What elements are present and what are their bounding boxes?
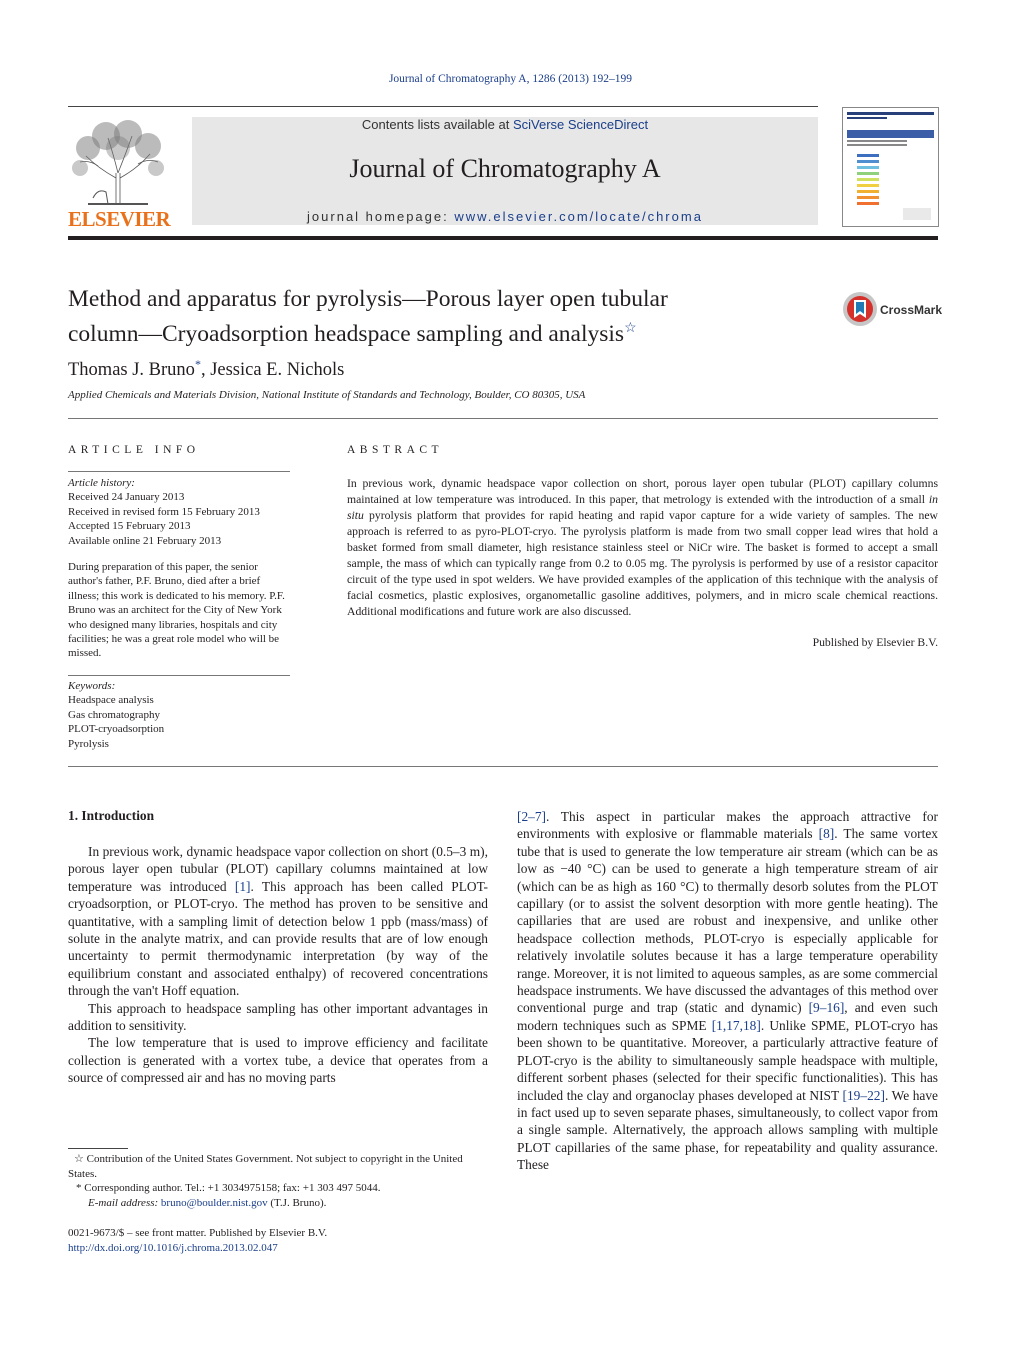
dedication-note: During preparation of this paper, the senior author's father, P.F. Bruno, died after a brief illness; this work is dedicated to his memory. P.F. Bruno was an architect for the City of New York who designed many libraries, hospitals and city facilities; he was a great role model who will be missed.: [68, 561, 285, 660]
doi-link[interactable]: http://dx.doi.org/10.1016/j.chroma.2013.02.047: [68, 1242, 278, 1254]
footnote-star: [68, 1152, 488, 1181]
abstract-heading: ABSTRACT: [347, 444, 444, 456]
online-date: Available online 21 February 2013: [68, 534, 222, 547]
abstract-rule: [68, 766, 938, 767]
keyword: Gas chromatography: [68, 708, 160, 721]
p1-text-b: . This approach has been called PLOT-cryoadsorption, or PLOT-cryo. The method has proven to be sensitive and quantitative, with a sampling limit of detection below 1 ppb (mass/mass) of solute in the analyte matrix, and can provide results that are of low enough uncertainty to permit thermodynamic interpretation (by way of the equilibrium constant and associated enthalpy) of recovered concentrations through the van't Hoff equation.: [68, 878, 488, 999]
footnote-corr-mark: *: [76, 1182, 82, 1195]
affiliation-rule: [68, 418, 938, 419]
body-column-2: [517, 808, 938, 1174]
article-title: [68, 285, 828, 349]
keywords-label: Keywords:: [68, 680, 116, 692]
c2-text-b: . The same vortex tube that is used to generate the low temperature air stream (which can be as low as −40 °C) can be used to generate a high temperature stream of air (which can be as high as 160 °C) to thermally desorb solutes from the PLOT capillary (or to assist the solvent desorption with more gentle heating). The capillaries that are used are robust and inexpensive, and unlike other headspace collection methods, PLOT-cryo is especially applicable for relatively involatile solutes because it has a large temperature operability range. Moreover, it is not limited to aqueous samples, as are some commercial headspace instruments. We have discussed the advantages of this method over conventional purge and trap (static and dynamic): [517, 826, 938, 1016]
article-info-rule: [68, 471, 290, 472]
corresponding-author-mark[interactable]: *: [194, 357, 201, 371]
email-suffix: (T.J. Bruno).: [267, 1196, 327, 1209]
article-info-heading: ARTICLE INFO: [68, 444, 200, 456]
keywords-rule: [68, 675, 290, 676]
homepage-prefix: journal homepage:: [307, 209, 455, 224]
accepted-date: Accepted 15 February 2013: [68, 520, 191, 533]
title-line-2: column—Cryoadsorption headspace sampling and analysis: [68, 320, 625, 347]
abstract-text: [347, 476, 938, 620]
intro-paragraph-2: This approach to headspace sampling has other important advantages in addition to sensitivity.: [68, 1000, 488, 1034]
footnotes: [68, 1152, 488, 1210]
header-thick-rule: [68, 236, 938, 240]
author-list: [68, 357, 344, 381]
sciencedirect-link[interactable]: SciVerse ScienceDirect: [512, 117, 649, 132]
journal-citation[interactable]: Journal of Chromatography A, 1286 (2013) 192–199: [388, 73, 633, 85]
crossmark-label[interactable]: CrossMark: [880, 303, 943, 317]
title-footnote-mark[interactable]: ☆: [624, 321, 637, 336]
intro-paragraph-1: [68, 843, 488, 1000]
email-link[interactable]: bruno@boulder.nist.gov: [160, 1196, 268, 1209]
p1-text-a: In previous work, dynamic headspace vapor collection on short (0.5–3 m), porous layer open tubular (PLOT) capillary columns maintained at low temperature was introduced: [68, 844, 488, 894]
affiliation: Applied Chemicals and Materials Division, National Institute of Standards and Technology, Boulder, CO 80305, USA: [68, 389, 586, 401]
keywords-block: [68, 679, 292, 751]
footnote-star-mark: ☆: [74, 1153, 84, 1165]
reference-link[interactable]: [9–16]: [808, 1000, 845, 1016]
contents-prefix: Contents lists available at: [361, 117, 513, 132]
footnote-email: [68, 1196, 488, 1211]
author-separator: ,: [200, 360, 211, 381]
abstract-in-situ: in situ: [347, 493, 938, 522]
c2-text-e: . We have in fact used up to seven separate phases, simultaneously, to collect vapor from a single sample. Alternatively, the approach allows sampling with multiple PLOT capillaries of the same phase, for repeatability and quality assurance. These: [517, 1087, 938, 1173]
journal-name: Journal of Chromatography A: [349, 154, 661, 183]
contents-line: [192, 117, 818, 132]
intro-paragraph-3-continued: [517, 808, 938, 1174]
abstract-part-1: In previous work, dynamic headspace vapor collection on short, porous layer open tubular (PLOT) capillary columns maintained at low temperature was introduced. In this paper, that metrology is extended with the introduction of a small: [347, 477, 938, 506]
reference-link[interactable]: [19–22]: [842, 1087, 885, 1103]
header-rule: [68, 106, 818, 107]
author-1: Thomas J. Bruno: [68, 360, 195, 381]
c2-text-d: . Unlike SPME, PLOT-cryo has been shown to be quantitative. Moreover, a particularly attractive feature of PLOT-cryo is the ability to simultaneously sample headspace with multiple, different sorbent phases (selected for their specific functionalities). This has included the clay and organoclay phases developed at NIST: [517, 1017, 938, 1103]
body-column-1: [68, 843, 488, 1087]
email-label: E-mail address:: [88, 1196, 161, 1209]
received-date: Received 24 January 2013: [68, 491, 185, 504]
footnote-rule: [68, 1148, 128, 1149]
keyword: Pyrolysis: [68, 737, 109, 750]
article-history: [68, 476, 292, 548]
reference-link[interactable]: [2–7]: [517, 809, 547, 824]
footnote-corr-text: Corresponding author. Tel.: +1 3034975158; fax: +1 303 497 5044.: [84, 1182, 381, 1195]
title-line-1: Method and apparatus for pyrolysis—Porous layer open tubular: [68, 286, 668, 312]
c2-text-a: . This aspect in particular makes the approach attractive for environments with explosive or flammable materials: [517, 809, 938, 842]
issn-line: 0021-9673/$ – see front matter. Published by Elsevier B.V.: [68, 1227, 328, 1239]
elsevier-wordmark: ELSEVIER: [68, 207, 171, 231]
homepage-link[interactable]: www.elsevier.com/locate/chroma: [454, 209, 703, 224]
reference-link[interactable]: [8]: [818, 826, 835, 842]
reference-link[interactable]: [1]: [234, 878, 251, 894]
footnote-corresponding: [68, 1181, 488, 1196]
history-label: Article history:: [68, 477, 135, 489]
reference-link[interactable]: [1,17,18]: [711, 1017, 761, 1033]
published-by: Published by Elsevier B.V.: [812, 636, 938, 649]
intro-heading: 1. Introduction: [68, 808, 155, 823]
keyword: PLOT-cryoadsorption: [68, 723, 165, 736]
intro-paragraph-3: The low temperature that is used to improve efficiency and facilitate collection is generated with a vortex tube, a device that operates from a source of compressed air and has no moving parts: [68, 1035, 488, 1086]
c2-text-c: , and even such modern techniques such as SPME: [517, 1000, 938, 1033]
abstract-part-2: pyrolysis platform that provides for rapid heating and rapid vapor capture for a wide variety of samples. The new approach is referred to as pyro-PLOT-cryo. The pyrolysis platform is made from two small copper lead wires that hold a basket formed from small diameter, high resistance stainless steel or NiCr wire. The basket is formed to accept a small sample, the mass of which can typically range from 0.2 to 0.05 mg. The pyrolysis is performed by use of a resistor capacitor circuit of the type used in spot welders. We have provided examples of the application of this technique with the analysis of facial cosmetics, plastic explosives, organometallic gasoline additives, polymers, and in micro scale chemical reactions. Additional modifications and future work are also discussed.: [347, 509, 938, 618]
footnote-star-text: Contribution of the United States Government. Not subject to copyright in the United States.: [68, 1153, 463, 1180]
homepage-line: [192, 209, 818, 224]
author-2: Jessica E. Nichols: [210, 360, 345, 381]
keyword: Headspace analysis: [68, 694, 154, 707]
revised-date: Received in revised form 15 February 2013: [68, 505, 260, 518]
journal-cover-image: [842, 107, 939, 227]
